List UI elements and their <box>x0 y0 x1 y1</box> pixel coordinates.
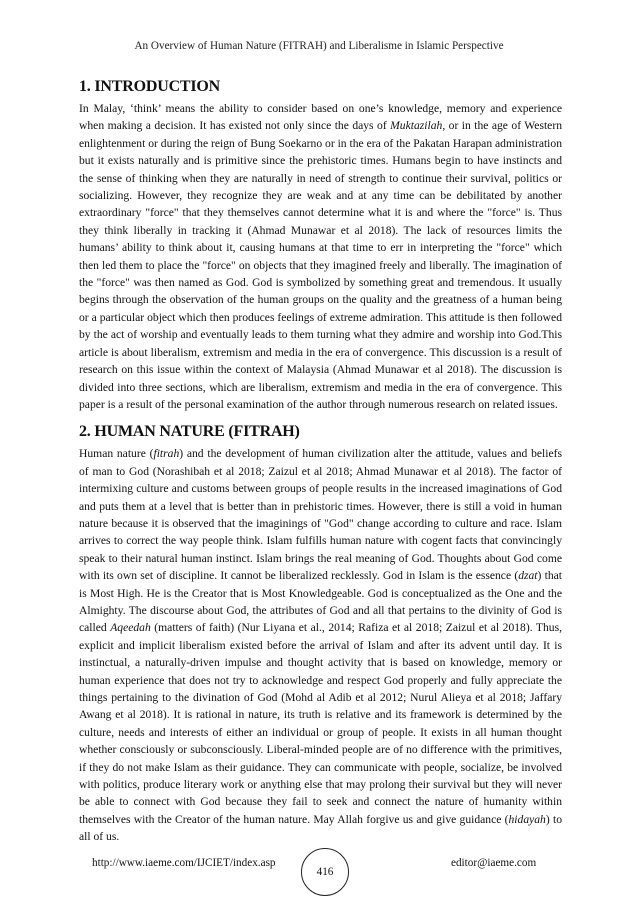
running-header: An Overview of Human Nature (FITRAH) and Liberalisme in Islamic Perspective <box>134 40 504 52</box>
page-number-badge <box>301 848 349 896</box>
italic-term: hidayah <box>508 812 546 826</box>
footer-url-link[interactable]: http://www.iaeme.com/IJCIET/index.asp <box>92 857 276 869</box>
section-human-nature <box>79 422 562 845</box>
section-heading: 2. HUMAN NATURE (FITRAH) <box>79 423 300 441</box>
text-run: In Malay, ‘think’ means the ability to consider based on one’s knowledge, memory and experience when making a decision. It has existed not only since the days of <box>79 102 562 133</box>
text-run: Human nature ( <box>79 447 154 461</box>
section-introduction <box>79 77 562 413</box>
section-paragraph <box>79 445 562 845</box>
article-body <box>79 77 562 846</box>
text-run: ) and the development of human civilization alter the attitude, values and beliefs of man to God (Norashibah et al 2018; Zaizul et al 2018; Ahmad Munawar et al 2018). The factor of intermixing culture and customs between groups of people results in the increased imaginations of God and puts them at a level that is better than in prehistoric times. However, there is still a void in human nature because it is observed that the imaginings of "God" change according to culture and race. Islam arrives to correct the way people think. Islam fulfills human nature with cogent facts that convincingly speak to their natural human instinct. Islam brings the real meaning of God. Thoughts about God come with its own set of discipline. It cannot be liberalized recklessly. God in Islam is the essence ( <box>79 447 562 583</box>
italic-term: Aqeedah <box>110 621 151 635</box>
italic-term: dzat <box>518 569 538 583</box>
section-heading: 1. INTRODUCTION <box>79 78 221 95</box>
page-number: 416 <box>316 866 334 878</box>
text-run: , or in the age of Western enlightenment or during the reign of Bung Soekarno or in the era of the Pakatan Harapan administration but it exists naturally and is primitive since the prehistoric times. Humans begin to have instincts and the sense of thinking when they are naturally in need of strength to continue their survival, politics or socializing. However, they recognize they are weak and at any time can be debilitated by another extraordinary "force" that they themselves cannot determine what it is and where the "force" is. Thus they think liberally in tracking it (Ahmad Munawar et al 2018). The lack of resources limits the humans’ ability to think about it, causing humans at that time to err in interpreting the "force" which then led them to place the "force" on objects that they imagined freely and liberally. The imagination of the "force" was then named as God. God is symbolized by something great and tremendous. It usually begins through the observation of the human groups on the quality and the greatness of a human being or a particular object which then produces feelings of extreme admiration. This attitude is then followed by the act of worship and eventually leads to them turning what they admire and worship into God.This article is about liberalism, extremism and media in the era of convergence. This discussion is a result of research on this issue within the context of Malaysia (Ahmad Munawar et al 2018). The discussion is divided into three sections, which are liberalism, extremism and media in the era of convergence. This paper is a result of the personal examination of the author through numerous research on related issues. <box>79 119 562 411</box>
section-paragraph <box>79 100 562 413</box>
italic-term: fitrah <box>153 447 180 461</box>
text-run: (matters of faith) (Nur Liyana et al., 2014; Rafiza et al 2018; Zaizul et al 2018). Thus, explicit and implicit liberalism existed before the arrival of Islam and after its advent until day. It is instinctual, a naturally-driven impulse and thought activity that is based on knowledge, memory or human experience that does not try to acknowledge and respect God properly and fully appreciate the things pertaining to the divination of God (Mohd al Adib et al 2012; Nurul Alieya et al 2018; Jaffary Awang et al 2018). It is rational in nature, its truth is relative and its framework is determined by the culture, needs and interests of either an individual or group of people. It exists in all human thought whether consciously or subconsciously. Liberal-minded people are of no difference with the primitives, if they do not make Islam as their guidance. They can communicate with people, socialize, be involved with politics, produce literary work or anything else that may prolong their survival but they will never be able to connect with God because they fail to seek and connect the nature of humanity within themselves with the Creator of the human nature. May Allah forgive us and give guidance ( <box>79 621 562 826</box>
text-run: ) that is Most High. He is the Creator that is Most Knowledgeable. God is conceptualized as the One and the Almighty. The discourse about God, the attributes of God and all that pertains to the divinity of God is called <box>79 569 562 635</box>
page-footer <box>0 848 638 878</box>
italic-term: Muktazilah <box>390 119 443 133</box>
text-run: ) to all of us. <box>79 812 562 844</box>
footer-email-link[interactable]: editor@iaeme.com <box>451 857 537 869</box>
